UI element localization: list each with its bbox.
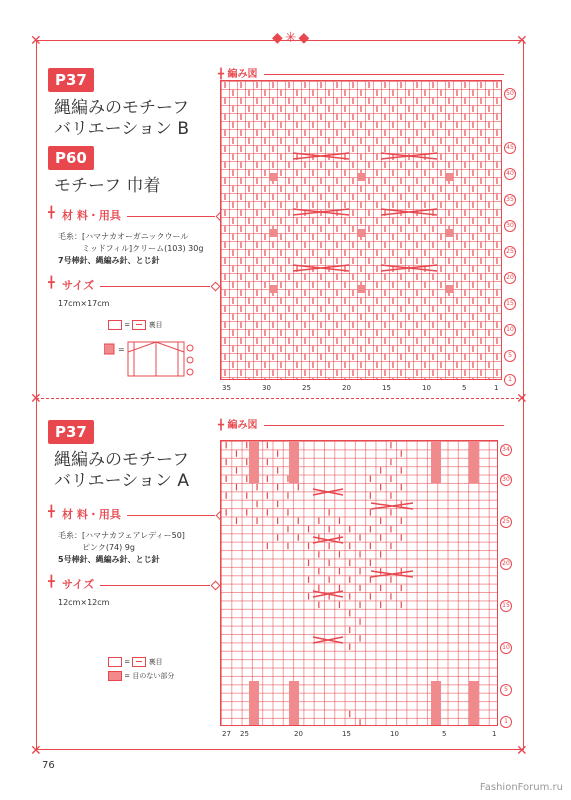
- y-label: 15: [500, 600, 512, 612]
- cable-cross: [313, 537, 343, 543]
- chart-fill: [431, 441, 441, 483]
- chart-fill: [269, 285, 277, 293]
- x-label: 5: [442, 730, 447, 738]
- x-label: 25: [240, 730, 249, 738]
- chart-fill: [445, 229, 453, 237]
- heading-text: 材 料・用具: [62, 209, 121, 222]
- needles-text: 7号棒針、縄編み針、とじ針: [58, 256, 160, 265]
- yarn-text: ミッドフィル]クリーム(103) 30g: [82, 244, 204, 253]
- chart-fill: [249, 681, 259, 725]
- chart-fill: [357, 229, 365, 237]
- pattern-badge: P60: [48, 146, 94, 170]
- corner-ornament-icon: ✕: [30, 743, 42, 759]
- chart-fill: [249, 441, 259, 483]
- corner-ornament-icon: ✕: [516, 33, 528, 49]
- heading-text: サイズ: [62, 279, 95, 292]
- chart-fill: [269, 173, 277, 181]
- chart-fill: [445, 285, 453, 293]
- section-divider: [36, 398, 524, 399]
- title-line: バリエーション B: [54, 119, 190, 139]
- y-label: 25: [504, 246, 516, 258]
- yarn-text: ピンク(74) 9g: [82, 543, 135, 552]
- chart-b-y-labels: [504, 80, 518, 383]
- size-value: 17cm×17cm: [58, 299, 110, 308]
- size-value: 12cm×12cm: [58, 598, 110, 607]
- chart-fill: [357, 173, 365, 181]
- x-label: 1: [492, 730, 497, 738]
- y-label: 10: [504, 324, 516, 336]
- yarn-label: 毛糸：: [58, 531, 82, 540]
- y-label: 1: [500, 716, 512, 728]
- x-label: 27: [222, 730, 231, 738]
- y-label: 10: [500, 642, 512, 654]
- chart-a-y-labels: [500, 440, 514, 726]
- pattern-title: モチーフ 巾着: [54, 176, 161, 196]
- y-label: 5: [504, 350, 516, 362]
- x-label: 10: [422, 384, 431, 392]
- pattern-badge: P37: [48, 420, 94, 444]
- y-label: 30: [500, 474, 512, 486]
- heading-text: 編み図: [227, 420, 258, 431]
- x-label: 25: [302, 384, 311, 392]
- svg-text:=: =: [118, 345, 125, 354]
- chart-fill: [469, 441, 479, 483]
- watermark: FashionForum.ru: [479, 782, 563, 793]
- x-label: 10: [390, 730, 399, 738]
- title-line: 縄編みのモチーフ: [54, 450, 190, 470]
- chart-heading: ╋ 編み図: [218, 416, 504, 431]
- y-label: 45: [504, 142, 516, 154]
- y-label: 20: [500, 558, 512, 570]
- corner-ornament-icon: ✕: [516, 391, 528, 407]
- page-number: 76: [42, 760, 55, 771]
- y-label: 40: [504, 168, 516, 180]
- title-line: 縄編みのモチーフ: [54, 98, 190, 118]
- chart-fill: [469, 681, 479, 725]
- x-label: 35: [222, 384, 231, 392]
- legend-purl: = 裏目: [108, 657, 518, 667]
- chart-b-x-labels: [220, 384, 502, 394]
- yarn-label: 毛糸：: [58, 232, 82, 241]
- y-label: 5: [500, 684, 512, 696]
- y-label: 50: [504, 88, 516, 100]
- legend-text: 裏目: [148, 321, 163, 329]
- knitting-chart-a: [220, 440, 498, 726]
- chart-fill: [289, 681, 299, 725]
- x-label: 15: [382, 384, 391, 392]
- title-line: バリエーション A: [54, 471, 190, 491]
- x-label: 30: [262, 384, 271, 392]
- chart-fill: [289, 441, 299, 483]
- y-label: 25: [500, 516, 512, 528]
- x-label: 15: [342, 730, 351, 738]
- y-label: 15: [504, 298, 516, 310]
- corner-ornament-icon: ✕: [30, 391, 42, 407]
- chart-fill: [269, 229, 277, 237]
- chart-marks: [221, 441, 497, 725]
- needles-text: 5号棒針、縄編み針、とじ針: [58, 555, 160, 564]
- legend-text: 裏目: [148, 658, 163, 666]
- heading-text: 材 料・用具: [62, 508, 121, 521]
- y-label: 34: [500, 444, 512, 456]
- y-label: 20: [504, 272, 516, 284]
- pattern-badge: P37: [48, 68, 94, 92]
- y-label: 30: [504, 220, 516, 232]
- x-label: 5: [462, 384, 467, 392]
- yarn-text: [ハマナカフェアレディー50]: [82, 531, 185, 540]
- cable-cross: [313, 489, 343, 495]
- x-label: 20: [294, 730, 303, 738]
- legend-text: 目のない部分: [132, 672, 175, 680]
- cable-cross: [293, 153, 349, 159]
- knitting-chart-b: [220, 80, 502, 380]
- chart-a-x-labels: [220, 730, 498, 740]
- chart-fill: [431, 681, 441, 725]
- cable-cross: [381, 209, 437, 215]
- cable-cross: [313, 591, 343, 597]
- legend-purl: = 裏目: [108, 320, 518, 330]
- heading-text: サイズ: [62, 578, 95, 591]
- cable-cross: [371, 571, 413, 577]
- top-ornament-icon: ◆✳◆: [272, 30, 312, 46]
- cable-cross: [293, 265, 349, 271]
- corner-ornament-icon: ✕: [516, 743, 528, 759]
- legend-blank: = 目のない部分: [108, 671, 518, 681]
- chart-fill: [445, 173, 453, 181]
- cable-cross: [313, 637, 343, 643]
- chart-fill: [357, 285, 365, 293]
- corner-ornament-icon: ✕: [30, 33, 42, 49]
- y-label: 1: [504, 374, 516, 386]
- chart-marks: [221, 81, 501, 379]
- yarn-text: [ハマナカオーガニックウール: [82, 232, 189, 241]
- chart-heading: ╋ 編み図: [218, 65, 504, 80]
- cable-diagram-icon: [104, 338, 204, 382]
- y-label: 35: [504, 194, 516, 206]
- x-label: 20: [342, 384, 351, 392]
- cable-cross: [371, 503, 413, 509]
- x-label: 1: [494, 384, 499, 392]
- heading-text: 編み図: [227, 69, 258, 80]
